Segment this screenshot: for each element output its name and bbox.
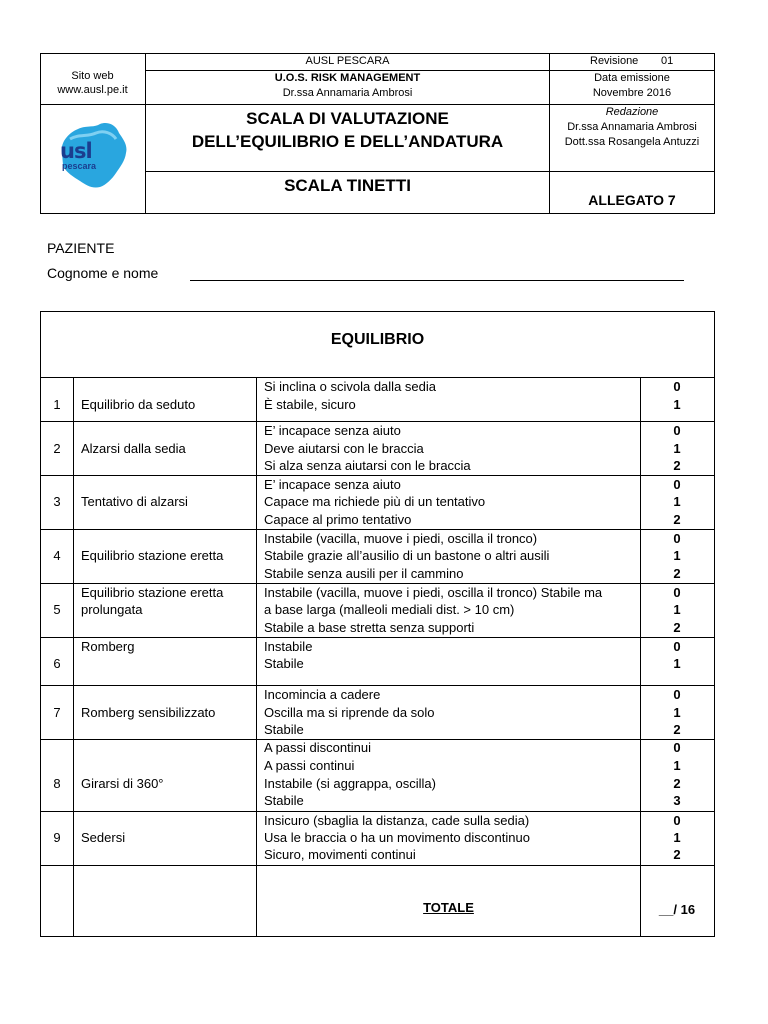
option-text: Incomincia a cadere xyxy=(264,687,381,702)
option-score: 1 xyxy=(673,548,681,563)
option-score: 1 xyxy=(673,441,681,456)
option-text: È stabile, sicuro xyxy=(264,397,356,412)
option-text: Instabile (vacilla, muove i piedi, oscilla il tronco) Stabile ma xyxy=(264,585,603,600)
option-score: 1 xyxy=(673,397,681,412)
option-text: Stabile a base stretta senza supporti xyxy=(264,620,475,635)
org-name: AUSL PESCARA xyxy=(305,55,390,67)
option-score: 2 xyxy=(673,512,681,527)
site-url[interactable]: www.ausl.pe.it xyxy=(57,84,128,96)
option-text: Usa le braccia o ha un movimento discontinuo xyxy=(264,830,530,845)
item-name: Sedersi xyxy=(81,830,126,845)
item-name-line2: prolungata xyxy=(81,602,143,617)
option-text: Stabile senza ausili per il cammino xyxy=(264,566,464,581)
option-score: 1 xyxy=(673,656,681,671)
header-divider xyxy=(40,104,715,105)
unit-person: Dr.ssa Annamaria Ambrosi xyxy=(282,87,413,99)
option-score: 2 xyxy=(673,566,681,581)
option-score: 1 xyxy=(673,705,681,720)
option-score: 0 xyxy=(673,477,681,492)
option-score: 2 xyxy=(673,620,681,635)
item-name: Girarsi di 360° xyxy=(81,776,164,791)
item-name: Tentativo di alzarsi xyxy=(81,494,188,509)
column-divider xyxy=(256,377,257,937)
item-name: Equilibrio da seduto xyxy=(81,397,196,412)
issue-value: Novembre 2016 xyxy=(592,87,672,99)
option-score: 0 xyxy=(673,639,681,654)
option-score: 2 xyxy=(673,847,681,862)
option-text: Insicuro (sbaglia la distanza, cade sulla sedia) xyxy=(264,813,530,828)
item-number: 1 xyxy=(53,397,61,412)
patient-name-field[interactable] xyxy=(190,280,684,281)
redazione-label: Redazione xyxy=(605,106,659,118)
item-number: 3 xyxy=(53,494,61,509)
option-score: 1 xyxy=(673,494,681,509)
annex-label: ALLEGATO 7 xyxy=(588,192,676,208)
item-number: 4 xyxy=(53,548,61,563)
option-text: E’ incapace senza aiuto xyxy=(264,423,401,438)
option-score: 0 xyxy=(673,687,681,702)
item-name: Equilibrio stazione eretta xyxy=(81,548,224,563)
row-divider xyxy=(40,865,715,866)
option-text: Si alza senza aiutarsi con le braccia xyxy=(264,458,471,473)
usl-logo xyxy=(56,119,130,191)
site-label: Sito web xyxy=(71,70,114,82)
item-number: 8 xyxy=(53,776,61,791)
item-number: 7 xyxy=(53,705,61,720)
option-text: a base larga (malleoli mediali dist. > 10 cm) xyxy=(264,602,515,617)
option-score: 2 xyxy=(673,458,681,473)
item-name: Alzarsi dalla sedia xyxy=(81,441,186,456)
option-text: Instabile xyxy=(264,639,313,654)
item-name-line1: Equilibrio stazione eretta xyxy=(81,585,224,600)
unit-name: U.O.S. RISK MANAGEMENT xyxy=(274,72,421,84)
option-score: 0 xyxy=(673,531,681,546)
option-text: Sicuro, movimenti continui xyxy=(264,847,416,862)
option-text: A passi continui xyxy=(264,758,355,773)
total-score-field[interactable]: __/ 16 xyxy=(658,902,696,917)
patient-label: PAZIENTE xyxy=(47,240,115,256)
redazione-author-1: Dr.ssa Annamaria Ambrosi xyxy=(567,121,697,133)
item-number: 2 xyxy=(53,441,61,456)
option-score: 0 xyxy=(673,423,681,438)
option-text: Oscilla ma si riprende da solo xyxy=(264,705,435,720)
issue-label: Data emissione xyxy=(594,72,670,84)
option-score: 0 xyxy=(673,585,681,600)
item-number: 9 xyxy=(53,830,61,845)
option-score: 0 xyxy=(673,740,681,755)
option-score: 1 xyxy=(673,830,681,845)
item-number: 6 xyxy=(53,656,61,671)
option-text: Stabile xyxy=(264,722,304,737)
option-score: 3 xyxy=(673,793,681,808)
option-text: E’ incapace senza aiuto xyxy=(264,477,401,492)
option-score: 0 xyxy=(673,813,681,828)
option-score: 1 xyxy=(673,758,681,773)
option-text: Stabile xyxy=(264,793,304,808)
logo-subtext: pescara xyxy=(62,161,97,171)
header-divider xyxy=(145,171,715,172)
item-number: 5 xyxy=(53,602,61,617)
option-text: Instabile (si aggrappa, oscilla) xyxy=(264,776,436,791)
column-divider xyxy=(73,377,74,937)
option-text: Stabile xyxy=(264,656,304,671)
option-text: Stabile grazie all’ausilio di un bastone o altri ausili xyxy=(264,548,550,563)
table-title: EQUILIBRIO xyxy=(330,331,425,348)
option-score: 2 xyxy=(673,722,681,737)
patient-name-label: Cognome e nome xyxy=(47,265,159,281)
option-score: 2 xyxy=(673,776,681,791)
header-divider xyxy=(145,70,715,71)
logo-text: usl xyxy=(60,139,92,163)
option-text: Capace ma richiede più di un tentativo xyxy=(264,494,486,509)
doc-title-line2: DELL’EQUILIBRIO E DELL’ANDATURA xyxy=(191,132,504,151)
option-text: A passi discontinui xyxy=(264,740,371,755)
item-name: Romberg sensibilizzato xyxy=(81,705,216,720)
option-text: Capace al primo tentativo xyxy=(264,512,412,527)
item-name: Romberg xyxy=(81,639,135,654)
option-score: 1 xyxy=(673,602,681,617)
revision-label: Revisione xyxy=(590,55,639,67)
doc-title-line1: SCALA DI VALUTAZIONE xyxy=(246,109,449,128)
revision-value: 01 xyxy=(661,55,674,67)
option-score: 0 xyxy=(673,379,681,394)
option-text: Deve aiutarsi con le braccia xyxy=(264,441,424,456)
option-text: Si inclina o scivola dalla sedia xyxy=(264,379,436,394)
scale-name: SCALA TINETTI xyxy=(284,176,411,195)
option-text: Instabile (vacilla, muove i piedi, oscilla il tronco) xyxy=(264,531,538,546)
total-label: TOTALE xyxy=(423,900,474,915)
redazione-author-2: Dott.ssa Rosangela Antuzzi xyxy=(564,136,700,148)
